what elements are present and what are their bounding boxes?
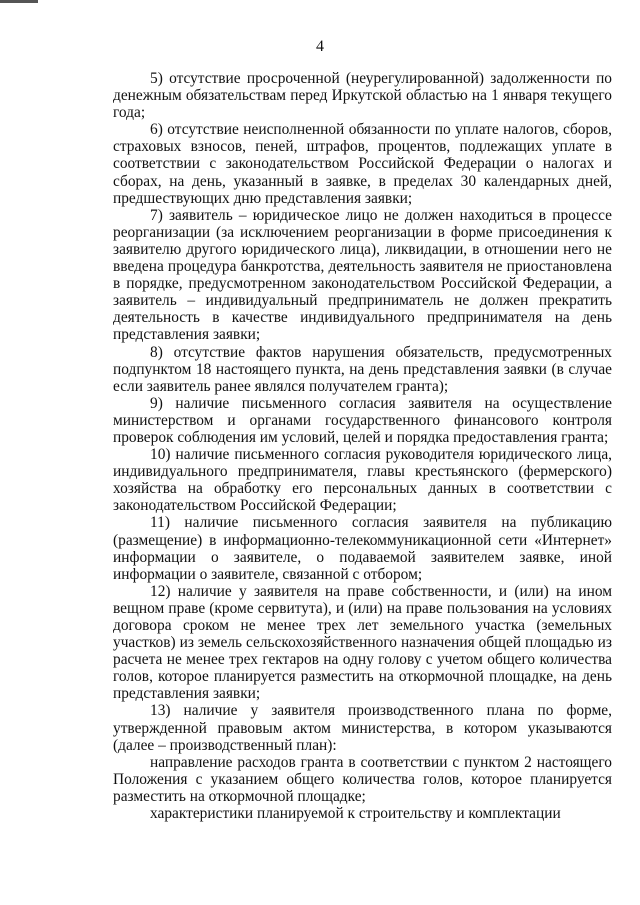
paragraph-subitem-grant-direction: направление расходов гранта в соответствии с пунктом 2 настоящего Положения с указанием общего количества голов, которое планируется разместить на откормочной площадке;: [113, 753, 612, 805]
paragraph-item-12: 12) наличие у заявителя на праве собственности, и (или) на ином вещном праве (кроме сервитута), и (или) на праве пользования на условиях договора сроком не менее трех лет земельного участка (земельных участков) из земель сельскохозяйственного назначения общей площадью из расчета не менее трех гектаров на одну голову с учетом общего количества голов, которое планируется разместить на откормочной площадке, на день представления заявки;: [113, 582, 612, 703]
paragraph-item-8: 8) отсутствие фактов нарушения обязательств, предусмотренных подпунктом 18 настоящего пункта, на день представления заявки (в случае если заявитель ранее являлся получателем гранта);: [113, 343, 612, 395]
document-body: [113, 70, 612, 822]
page-number: 4: [316, 38, 324, 55]
paragraph-item-11: 11) наличие письменного согласия заявителя на публикацию (размещение) в информационно-телекоммуникационной сети «Интернет» информации о заявителе, о подаваемой заявителем заявке, иной информации о заявителе, связанной с отбором;: [113, 514, 612, 583]
paragraph-item-6: 6) отсутствие неисполненной обязанности по уплате налогов, сборов, страховых взносов, пеней, штрафов, процентов, подлежащих уплате в соответствии с законодательством Российской Федерации о налогах и сборах, на день, указанный в заявке, в пределах 30 календарных дней, предшествующих дню представления заявки;: [113, 121, 612, 207]
paragraph-item-10: 10) наличие письменного согласия руководителя юридического лица, индивидуального предпринимателя, главы крестьянского (фермерского) хозяйства на обработку его персональных данных в соответствии с законодательством Российской Федерации;: [113, 446, 612, 515]
paragraph-subitem-characteristics: характеристики планируемой к строительству и комплектации: [150, 805, 561, 823]
paragraph-item-5: 5) отсутствие просроченной (неурегулированной) задолженности по денежным обязательствам перед Иркутской областью на 1 января текущего года;: [113, 70, 612, 122]
paragraph-item-9: 9) наличие письменного согласия заявителя на осуществление министерством и органами государственного финансового контроля проверок соблюдения им условий, целей и порядка предоставления гранта;: [113, 394, 612, 446]
paragraph-item-13: 13) наличие у заявителя производственного плана по форме, утвержденной правовым актом министерства, в котором указываются (далее – производственный план):: [113, 702, 612, 754]
scan-corner-mark: [0, 0, 38, 3]
paragraph-item-7: 7) заявитель – юридическое лицо не должен находиться в процессе реорганизации (за исключением реорганизации в форме присоединения к заявителю другого юридического лица), ликвидации, в отношении него не введена процедура банкротства, деятельность заявителя не приостановлена в порядке, предусмотренном законодательством Российской Федерации, а заявитель – индивидуальный предприниматель не должен прекратить деятельность в качестве индивидуального предпринимателя на день представления заявки;: [113, 206, 612, 344]
